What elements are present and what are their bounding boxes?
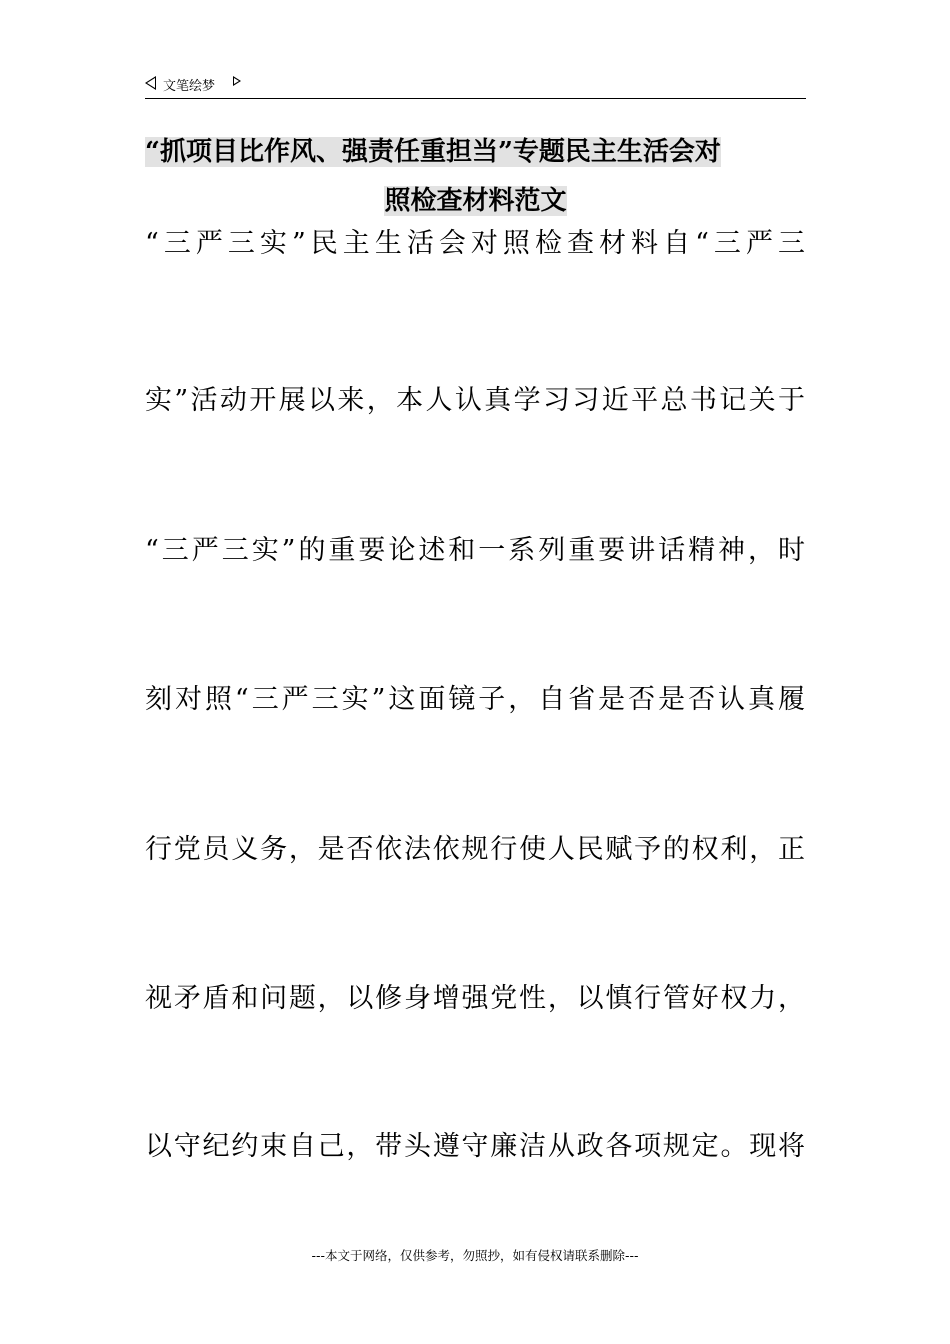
- footer-notice: ---本文于网络，仅供参考，勿照抄，如有侵权请联系删除---: [311, 1248, 639, 1263]
- body-line: 视矛盾和问题，以修身增强党性，以慎行管好权力，: [145, 983, 806, 1014]
- body-line: 以守纪约束自己，带头遵守廉洁从政各项规定。现将: [145, 1131, 806, 1162]
- triangle-left-icon: [145, 76, 156, 90]
- title-text-2: 照检查材料范文: [384, 186, 567, 216]
- triangle-right-icon: [233, 76, 241, 86]
- title-text-1: “抓项目比作风、强责任重担当”专题民主生活会对: [145, 137, 721, 167]
- body-line: “三严三实”民主生活会对照检查材料自“三严三: [145, 228, 806, 259]
- body-line: “三严三实”的重要论述和一系列重要讲话精神，时: [145, 535, 806, 566]
- header-brand: 文笔绘梦: [163, 79, 216, 94]
- page-header: [145, 72, 806, 99]
- document-title-line-1: [145, 132, 806, 172]
- document-title-line-2: [145, 181, 806, 221]
- body-line: 实”活动开展以来，本人认真学习习近平总书记关于: [145, 385, 806, 416]
- body-line: 刻对照“三严三实”这面镜子，自省是否是否认真履: [145, 684, 806, 715]
- body-line: 行党员义务，是否依法依规行使人民赋予的权利，正: [145, 834, 806, 865]
